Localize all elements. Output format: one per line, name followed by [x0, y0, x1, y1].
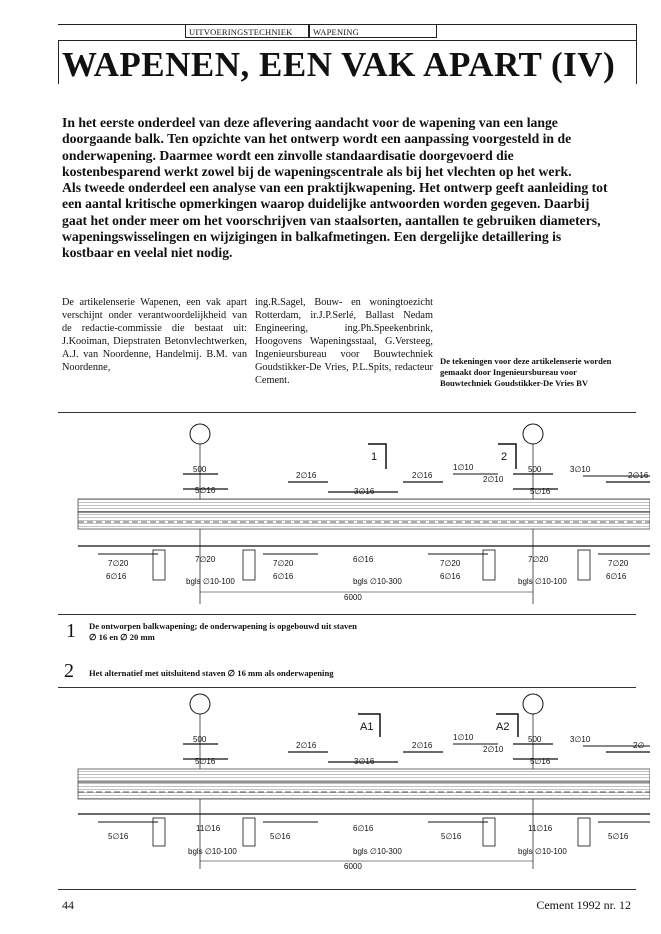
section-marker: 2: [501, 451, 508, 463]
bar-label: 6∅16: [353, 824, 374, 833]
bar-label: 3∅10: [570, 465, 591, 474]
bar-label: 2∅10: [483, 475, 504, 484]
bar-label: 500: [528, 465, 542, 474]
bar-label: bgls ∅10-100: [518, 577, 567, 586]
intro-lead: [62, 115, 612, 262]
support-circle: [523, 424, 543, 444]
bar-label: 1∅10: [453, 463, 474, 472]
credits-text-2: ing.R.Sagel, Bouw- en woningtoezicht Rotterdam, ir.J.P.Serlé, Ballast Nedam Engineering, ing.Ph.Speekenbrink, Hoogovens Wapeningsstaal, G.Versteeg, Ingenieursbureau voor Bouwtechniek Goudstikker-De Vries, P.L.Spits, redacteur Cement.: [255, 297, 433, 386]
bar-label: 2∅16: [412, 741, 433, 750]
footer-rule: [58, 889, 636, 890]
bar-label: 5∅16: [195, 486, 216, 495]
support-circle: [190, 694, 210, 714]
credits-column-2: [255, 296, 433, 387]
bar-label: bgls ∅10-300: [353, 847, 402, 856]
bar-label: 5∅16: [530, 487, 551, 496]
drawings-credit-text: De tekeningen voor deze artikelenserie worden gemaakt door Ingenieursbureau voor Bouwtechniek Goudstikker-De Vries BV: [440, 356, 612, 388]
bar-label: 6∅16: [273, 572, 294, 581]
figure-2-rule: [58, 687, 636, 688]
bar-label: 500: [193, 735, 207, 744]
section-marker: A2: [496, 721, 510, 733]
bar-label: 2∅16: [296, 471, 317, 480]
credits-column-1: [62, 296, 247, 374]
page-number: 44: [62, 898, 74, 912]
section-tag-2: WAPENING: [309, 24, 437, 38]
bar-label: 11∅16: [528, 824, 553, 833]
bar-label: 7∅20: [528, 555, 549, 564]
bar-label: 5∅16: [441, 832, 462, 841]
drawings-credit: [440, 356, 625, 389]
bar-label: 7∅20: [108, 559, 129, 568]
support-circle: [190, 424, 210, 444]
bar-label: 5∅16: [608, 832, 629, 841]
bar-label: 6∅16: [353, 555, 374, 564]
dimension-label: 6000: [344, 593, 362, 602]
bar-label: 2∅16: [412, 471, 433, 480]
bar-label: 5∅16: [530, 757, 551, 766]
bar-label: 2∅10: [483, 745, 504, 754]
bar-label: 7∅20: [440, 559, 461, 568]
bar-label: 5∅16: [108, 832, 129, 841]
figure-top-rule: [58, 412, 636, 413]
header-rule-bottom: [58, 40, 636, 41]
bar-label: 5∅16: [270, 832, 291, 841]
bar-label: 6∅16: [106, 572, 127, 581]
bar-label: bgls ∅10-100: [186, 577, 235, 586]
caption-2-number: 2: [64, 660, 74, 682]
bar-label: 500: [193, 465, 207, 474]
bar-label: 6∅16: [606, 572, 627, 581]
caption-1-text-line-1: De ontworpen balkwapening; de onderwapening is opgebouwd uit staven: [89, 621, 357, 631]
intro-paragraph-1: In het eerste onderdeel van deze aflevering aandacht voor de wapening van een lange doorgaande balk. Ten opzichte van het ontwerp wordt een aanpassing voorgesteld in de onderwapening. Daarmee wordt een zinvolle standaardisatie doorgevoerd die kostenbesparend werkt zowel bij de wapeningscentrale als bij het vlechten op het werk.: [62, 115, 572, 179]
title-frame-left: [58, 40, 59, 84]
bar-label: 3∅16: [354, 487, 375, 496]
bar-label: bgls ∅10-300: [353, 577, 402, 586]
bar-label: 6∅16: [440, 572, 461, 581]
caption-1-number: 1: [66, 620, 76, 642]
intro-paragraph-2: Als tweede onderdeel een analyse van een praktijkwapening. Het ontwerp geeft aanleiding tot een aantal kritische opmerkingen waarop duidelijke antwoorden worden gegeven. Daarbij gaat het onder meer om het voorschrijven van staalsorten, aantallen te gebruiken diameters, wapeningswisselingen en wijzigingen in balkafmetingen. Een dergelijke detaillering is kostbaar en veelal niet nodig.: [62, 180, 608, 261]
section-marker: A1: [360, 721, 374, 733]
bar-label: 7∅20: [195, 555, 216, 564]
bar-label: 500: [528, 735, 542, 744]
bar-label: 3∅10: [570, 735, 591, 744]
bar-label: 7∅20: [608, 559, 629, 568]
bar-label: 2∅16: [628, 471, 649, 480]
section-tag-1: UITVOERINGSTECHNIEK: [185, 24, 309, 38]
bar-label: 2∅16: [296, 741, 317, 750]
title-frame-right: [636, 24, 637, 84]
bar-label: bgls ∅10-100: [518, 847, 567, 856]
page-title: WAPENEN, EEN VAK APART (IV): [62, 45, 616, 84]
journal-reference: Cement 1992 nr. 12: [536, 898, 631, 912]
figure-2-drawing: [58, 689, 650, 879]
figure-1-drawing: [58, 414, 650, 614]
bar-label: 11∅16: [196, 824, 221, 833]
caption-rule: [58, 614, 636, 615]
dimension-label: 6000: [344, 862, 362, 871]
credits-text-1: De artikelenserie Wapenen, een vak apart verschijnt onder verantwoordelijkheid van de redactie-commissie die bestaat uit: J.Kooiman, Diepstraten Betonvlechtwerken, A.J. van Noordenne, Handelmij. B.M. van Noordenne,: [62, 297, 247, 373]
bar-label: 7∅20: [273, 559, 294, 568]
caption-1-text-line-2: ∅ 16 en ∅ 20 mm: [89, 632, 155, 642]
bar-label: 5∅16: [195, 757, 216, 766]
bar-label: 2∅: [633, 741, 645, 750]
support-circle: [523, 694, 543, 714]
bar-label: 3∅16: [354, 757, 375, 766]
bar-label: 1∅10: [453, 733, 474, 742]
beam-slab: [78, 769, 650, 799]
section-marker: 1: [371, 451, 378, 463]
beam-slab: [78, 499, 650, 529]
bar-label: bgls ∅10-100: [188, 847, 237, 856]
caption-2-text: Het alternatief met uitsluitend staven ∅ 16 mm als onderwapening: [89, 668, 334, 678]
